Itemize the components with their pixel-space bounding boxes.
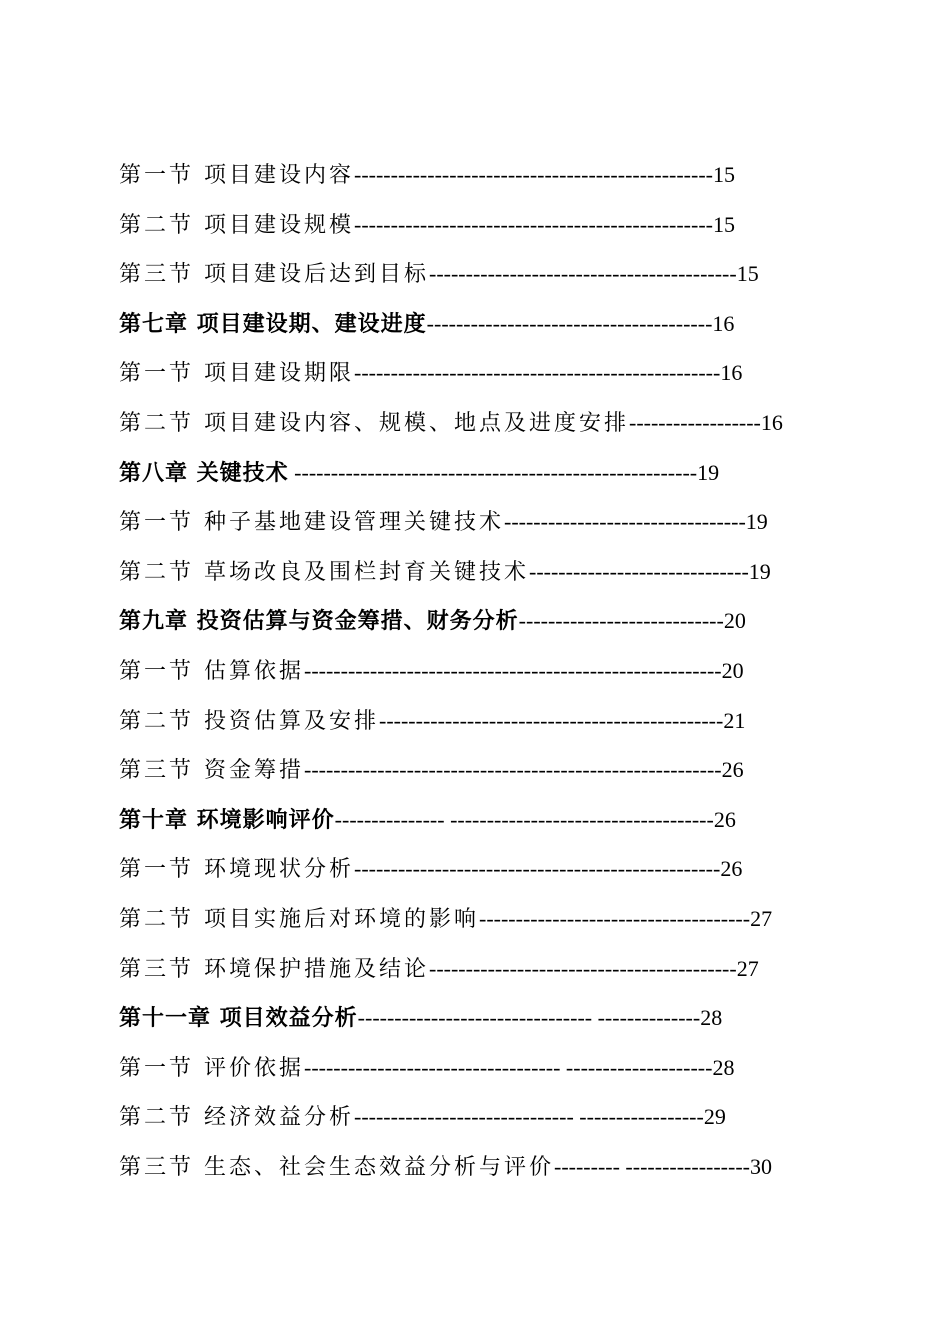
- toc-dot-leader: ----------------------------------- --------------------: [304, 1054, 713, 1080]
- toc-page-number: 16: [712, 310, 735, 336]
- toc-entry-title: 第一节 评价依据: [119, 1055, 304, 1081]
- toc-section-entry[interactable]: [119, 1142, 829, 1192]
- toc-chapter-entry[interactable]: [119, 448, 829, 498]
- toc-dot-leader: -------------------------------------------------: [354, 211, 713, 237]
- toc-entry-title: 第一节 环境现状分析: [119, 857, 354, 883]
- toc-page-number: 16: [720, 360, 743, 386]
- toc-page-number: 19: [748, 558, 771, 584]
- toc-entry-title: 第二节 项目建设规模: [119, 212, 354, 238]
- toc-section-entry[interactable]: [119, 944, 829, 994]
- toc-dot-leader: -------------------------------- --------------: [357, 1005, 701, 1031]
- toc-section-entry[interactable]: [119, 696, 829, 746]
- toc-chapter-entry[interactable]: [119, 993, 829, 1043]
- toc-page-number: 19: [745, 509, 768, 535]
- toc-entry-title: 第八章 关键技术: [119, 459, 289, 486]
- toc-dot-leader: ---------------------------------------: [426, 310, 713, 336]
- toc-entry-title: 第一节 项目建设期限: [119, 361, 354, 387]
- toc-entry-title: 第一节 估算依据: [119, 658, 304, 684]
- toc-entry-title: 第二节 项目建设内容、规模、地点及进度安排: [119, 410, 629, 436]
- toc-page-number: 27: [736, 955, 759, 981]
- toc-entry-title: 第三节 资金筹措: [119, 758, 304, 784]
- toc-dot-leader: ---------------------------------------------------------: [304, 657, 722, 683]
- toc-dot-leader: ------------------------------ -----------------: [354, 1104, 704, 1130]
- toc-page-number: 28: [712, 1054, 735, 1080]
- toc-dot-leader: ----------------------------: [518, 608, 724, 634]
- toc-section-entry[interactable]: [119, 745, 829, 795]
- toc-section-entry[interactable]: [119, 844, 829, 894]
- toc-dot-leader: ---------------------------------: [504, 509, 746, 535]
- toc-entry-title: 第二节 投资估算及安排: [119, 708, 379, 734]
- toc-page-number: 29: [703, 1104, 726, 1130]
- toc-page-number: 20: [723, 608, 746, 634]
- toc-entry-title: 第七章 项目建设期、建设进度: [119, 310, 427, 337]
- toc-page-number: 30: [749, 1153, 772, 1179]
- toc-chapter-entry[interactable]: [119, 299, 829, 349]
- toc-dot-leader: ------------------------------------------: [429, 955, 737, 981]
- toc-dot-leader: ------------------: [629, 409, 761, 435]
- toc-entry-title: 第三节 项目建设后达到目标: [119, 262, 429, 288]
- toc-page-number: 15: [736, 261, 759, 287]
- toc-page-number: 20: [721, 657, 744, 683]
- toc-dot-leader: -----------------------------------------------: [379, 707, 724, 733]
- toc-section-entry[interactable]: [119, 398, 829, 448]
- toc-entry-title: 第十章 环境影响评价: [119, 806, 335, 833]
- toc-section-entry[interactable]: [119, 894, 829, 944]
- toc-section-entry[interactable]: [119, 348, 829, 398]
- toc-dot-leader: --------- -----------------: [554, 1153, 750, 1179]
- toc-page-number: 16: [760, 409, 783, 435]
- toc-page-number: 26: [713, 806, 736, 832]
- toc-dot-leader: ------------------------------: [529, 558, 749, 584]
- toc-page-number: 26: [721, 757, 744, 783]
- toc-dot-leader: ---------------------------------------------------------: [304, 757, 722, 783]
- toc-entry-title: 第二节 草场改良及围栏封育关键技术: [119, 559, 529, 585]
- toc-dot-leader: -------------------------------------------------------: [288, 459, 698, 485]
- toc-page-number: 15: [712, 211, 735, 237]
- toc-page-number: 15: [712, 162, 735, 187]
- toc-dot-leader: --------------------------------------------------: [354, 360, 721, 386]
- table-of-contents: [119, 150, 829, 1191]
- toc-dot-leader: -------------------------------------------------: [354, 162, 713, 187]
- toc-section-entry[interactable]: [119, 497, 829, 547]
- toc-section-entry[interactable]: [119, 646, 829, 696]
- toc-chapter-entry[interactable]: [119, 795, 829, 845]
- toc-entry-title: 第九章 投资估算与资金筹措、财务分析: [119, 608, 519, 635]
- toc-page-number: 21: [723, 707, 746, 733]
- toc-section-entry[interactable]: [119, 200, 829, 250]
- toc-entry-title: 第二节 项目实施后对环境的影响: [119, 906, 479, 932]
- toc-section-entry[interactable]: [119, 547, 829, 597]
- toc-entry-title: 第三节 生态、社会生态效益分析与评价: [119, 1154, 554, 1180]
- toc-entry-title: 第十一章 项目效益分析: [119, 1005, 358, 1032]
- toc-section-entry[interactable]: [119, 1092, 829, 1142]
- toc-dot-leader: --------------- ------------------------------------: [334, 806, 714, 832]
- toc-chapter-entry[interactable]: [119, 596, 829, 646]
- toc-dot-leader: ------------------------------------------: [429, 261, 737, 287]
- toc-page-number: 19: [697, 459, 720, 485]
- toc-entry-title: 第一节 种子基地建设管理关键技术: [119, 510, 504, 536]
- toc-dot-leader: -------------------------------------: [479, 905, 751, 931]
- toc-entry-title: 第一节 项目建设内容: [119, 163, 354, 188]
- toc-entry-title: 第二节 经济效益分析: [119, 1105, 354, 1131]
- toc-entry-title: 第三节 环境保护措施及结论: [119, 956, 429, 982]
- toc-dot-leader: --------------------------------------------------: [354, 856, 721, 882]
- toc-section-entry[interactable]: [119, 1043, 829, 1093]
- toc-page-number: 26: [720, 856, 743, 882]
- toc-section-entry[interactable]: [119, 150, 829, 200]
- toc-page-number: 28: [700, 1005, 723, 1031]
- toc-section-entry[interactable]: [119, 249, 829, 299]
- toc-page-number: 27: [750, 905, 773, 931]
